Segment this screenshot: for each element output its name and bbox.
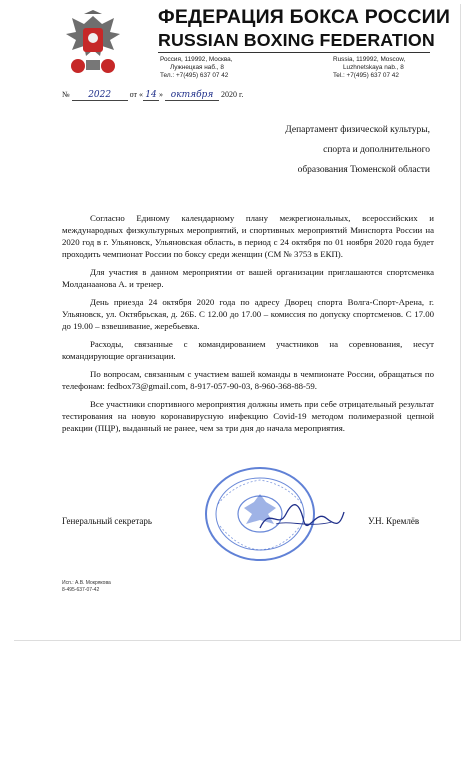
body-paragraph: Согласно Единому календарному плану межрегиональных, всероссийских и международных физкультурных мероприятий, и спортивных мероприятий Минспорта России на 2020 год в г. Ульяновск, Ульяновская область, в период с 24 октября по 01 ноября 2020 года будет проходить чемпионат России по боксу среди женщин (СМ № 3753 в ЕКП). [62,213,434,259]
org-name-en: RUSSIAN BOXING FEDERATION [158,30,435,50]
body-paragraph: Расходы, связанные с командированием участников на соревнования, несут командирующие организации. [62,339,434,361]
date-year: 2020 г. [221,90,244,99]
signatory-title: Генеральный секретарь [62,516,153,526]
header-divider [158,52,430,53]
executor-line: Исп.: А.В. Мокрякова [62,580,111,586]
executor-info [62,580,111,594]
address-en-line: Tel.: +7(495) 637 07 42 [333,72,399,80]
address-ru [160,56,233,81]
number-label: № [62,90,70,99]
outgoing-number-line: № 2022 от « 14 » октября 2020 г. [62,90,244,100]
outgoing-number: 2022 [72,90,128,101]
date-day: 14 [143,90,159,101]
addressee-line: спорта и дополнительного [323,145,430,155]
handwritten-signature-icon [256,500,346,536]
signatory-name: У.Н. Кремлёв [368,516,420,526]
body-paragraph: По вопросам, связанным с участием вашей команды в чемпионате России, обращаться по телефонам: fedbox73@gmail.com, 8-917-057-90-03, 8-960-368-88-59. [62,369,434,391]
body-paragraph: Все участники спортивного мероприятия должны иметь при себе отрицательный результат тестирования на новую коронавирусную инфекцию Covid-19 методом полимеразной цепной реакции (ПЦР), выданный не ранее, чем за три дня до начала мероприятия. [62,399,434,433]
body-paragraph: День приезда 24 октября 2020 года по адресу Дворец спорта Волга-Спорт-Арена, г. Ульяновск, ул. Октябрьская, д. 26Б. С 12.00 до 17.00 – комиссия по допуску спортсменов. С 17.00 до 19.00 – взвешивание, жеребьевка. [62,297,434,331]
letter-body [62,212,434,440]
federation-emblem-icon [64,10,122,80]
address-en [333,56,405,81]
address-en-line: Russia, 119992, Moscow, [333,56,406,63]
date-from-label: от « [129,90,144,99]
date-month: октября [165,90,219,101]
address-en-line: Luzhnetskaya nab., 8 [343,64,404,72]
addressee-line: образования Тюменской области [297,165,430,175]
executor-line: 8-495-637-07-42 [62,587,100,593]
address-ru-line: Россия, 119992, Москва, [160,56,233,63]
address-ru-line: Тел.: +7(495) 637 07 42 [160,72,229,80]
org-name-ru: ФЕДЕРАЦИЯ БОКСА РОССИИ [158,6,451,28]
addressee-line: Департамент физической культуры, [285,125,430,135]
addressee-block [230,120,430,180]
body-paragraph: Для участия в данном мероприятии от вашей организации приглашаются спортсменка Молданаанова А. и тренер. [62,267,434,289]
address-ru-line: Лужнецкая наб., 8 [170,64,224,72]
